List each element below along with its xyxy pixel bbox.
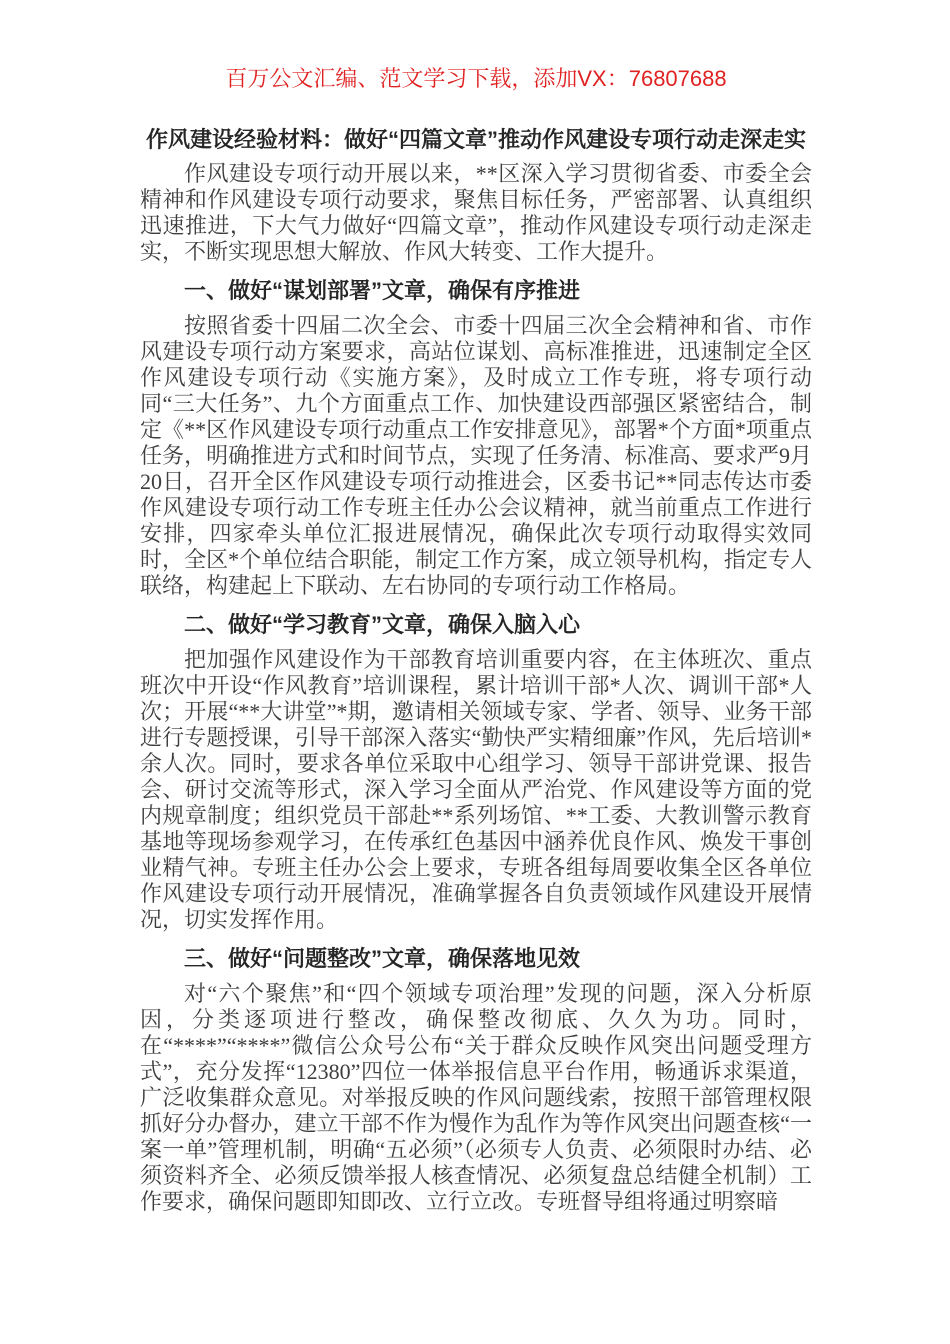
paragraph-section-1: 按照省委十四届二次全会、市委十四届三次全会精神和省、市作风建设专项行动方案要求，高站位谋划、高标准推进，迅速制定全区作风建设专项行动《实施方案》，及时成立工作专班，将专项行动同“三大任务”、九个方面重点工作、加快建设西部强区紧密结合，制定《**区作风建设专项行动重点工作安排意见》，部署*个方面*项重点任务，明确推进方式和时间节点，实现了任务清、标准高、要求严9月20日，召开全区作风建设专项行动推进会，区委书记**同志传达市委作风建设专项行动工作专班主任办公会议精神，就当前重点工作进行安排，四家牵头单位汇报进展情况，确保此次专项行动取得实效同时，全区*个单位结合职能，制定工作方案，成立领导机构，指定专人联络，构建起上下联动、左右协同的专项行动工作格局。 xyxy=(140,313,812,598)
document-title: 作风建设经验材料：做好“四篇文章”推动作风建设专项行动走深走实 xyxy=(145,127,806,152)
section-heading-2: 二、做好“学习教育”文章，确保入脑入心 xyxy=(184,612,581,637)
section-heading-1: 一、做好“谋划部署”文章，确保有序推进 xyxy=(184,278,581,303)
section-heading-3: 三、做好“问题整改”文章，确保落地见效 xyxy=(184,946,581,971)
promo-header-text: 百万公文汇编、范文学习下载，添加VX：76807688 xyxy=(225,66,727,91)
paragraph-section-3: 对“六个聚焦”和“四个领域专项治理”发现的问题，深入分析原因，分类逐项进行整改，确保整改彻底、久久为功。同时，在“****”“****”微信公众号公布“关于群众反映作风突出问题受理方式”，充分发挥“12380”四位一体举报信息平台作用，畅通诉求渠道，广泛收集群众意见。对举报反映的作风问题线索，按照干部管理权限抓好分办督办，建立干部不作为慢作为乱作为等作风突出问题查核“一案一单”管理机制，明确“五必须”（必须专人负责、必须限时办结、必须资料齐全、必须反馈举报人核查情况、必须复盘总结健全机制）工作要求，确保问题即知即改、立行立改。专班督导组将通过明察暗 xyxy=(140,981,812,1214)
paragraph-section-2: 把加强作风建设作为干部教育培训重要内容，在主体班次、重点班次中开设“作风教育”培训课程，累计培训干部*人次、调训干部*人次；开展“**大讲堂”*期，邀请相关领域专家、学者、领导、业务干部进行专题授课，引导干部深入落实“勤快严实精细廉”作风，先后培训*余人次。同时，要求各单位采取中心组学习、领导干部讲党课、报告会、研讨交流等形式，深入学习全面从严治党、作风建设等方面的党内规章制度；组织党员干部赴**系列场馆、**工委、大教训警示教育基地等现场参观学习，在传承红色基因中涵养优良作风、焕发干事创业精气神。专班主任办公会上要求，专班各组每周要收集全区各单位作风建设专项行动开展情况，准确掌握各自负责领域作风建设开展情况，切实发挥作用。 xyxy=(140,647,812,932)
paragraph-intro: 作风建设专项行动开展以来，**区深入学习贯彻省委、市委全会精神和作风建设专项行动要求，聚焦目标任务，严密部署、认真组织迅速推进，下大气力做好“四篇文章”，推动作风建设专项行动走深走实，不断实现思想大解放、作风大转变、工作大提升。 xyxy=(140,161,812,264)
